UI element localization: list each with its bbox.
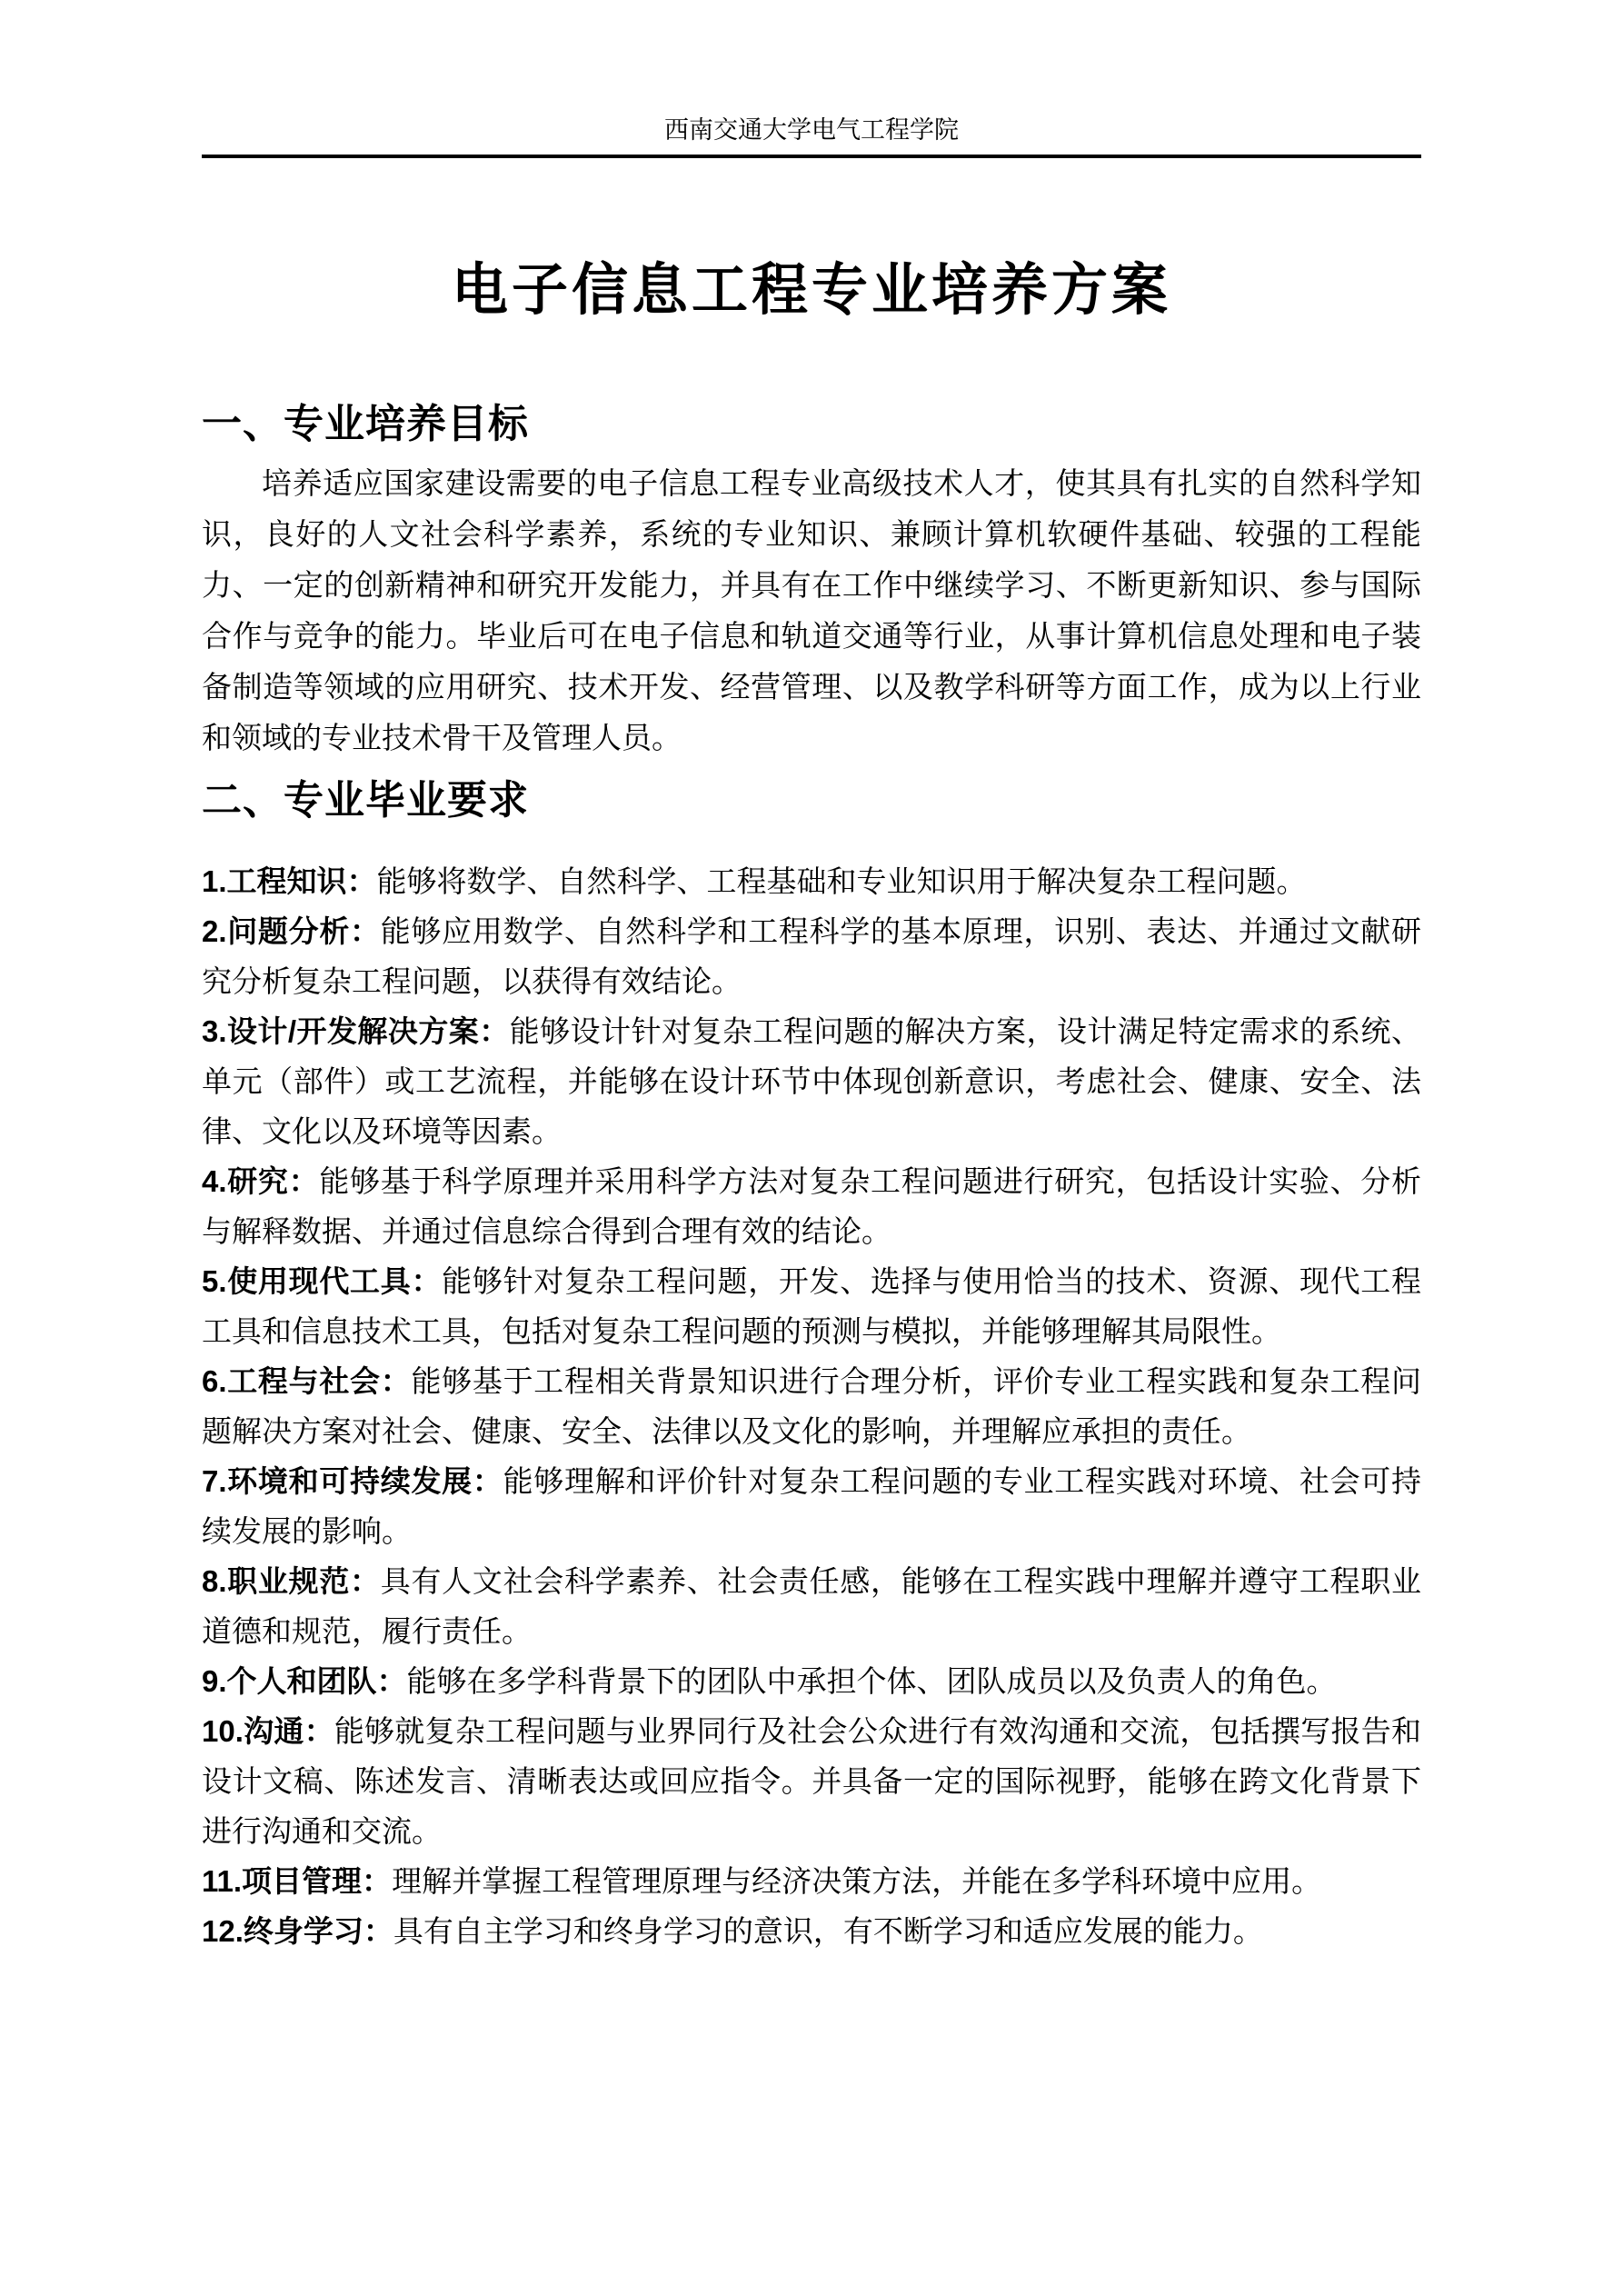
header-text: 西南交通大学电气工程学院 [664,116,959,144]
requirement-label-7: 7.环境和可持续发展： [202,1464,503,1498]
requirement-text-6: 能够基于工程相关背景知识进行合理分析，评价专业工程实践和复杂工程问题解决方案对社会、健康、安全、法律以及文化的影响，并理解应承担的责任。 [202,1364,1421,1448]
requirement-text-7: 能够理解和评价针对复杂工程问题的专业工程实践对环境、社会可持续发展的影响。 [202,1464,1422,1548]
requirement-item-4 [202,1156,1421,1256]
requirement-label-10: 10.沟通： [202,1714,334,1748]
requirement-text-8: 具有人文社会科学素养、社会责任感，能够在工程实践中理解并遵守工程职业道德和规范，履行责任。 [202,1564,1421,1648]
requirement-item-2 [202,906,1421,1006]
requirement-item-6 [202,1356,1421,1456]
requirement-item-8 [202,1556,1421,1656]
requirement-label-5: 5.使用现代工具： [202,1264,443,1298]
requirement-item-7 [202,1456,1421,1556]
requirement-item-5 [202,1256,1421,1356]
requirement-item-12 [202,1906,1421,1956]
requirement-text-4: 能够基于科学原理并采用科学方法对复杂工程问题进行研究，包括设计实验、分析与解释数据、并通过信息综合得到合理有效的结论。 [202,1164,1421,1248]
requirement-text-2: 能够应用数学、自然科学和工程科学的基本原理，识别、表达、并通过文献研究分析复杂工程问题，以获得有效结论。 [202,914,1421,998]
requirement-text-3: 能够设计针对复杂工程问题的解决方案，设计满足特定需求的系统、单元（部件）或工艺流程，并能够在设计环节中体现创新意识，考虑社会、健康、安全、法律、文化以及环境等因素。 [202,1014,1421,1148]
requirement-label-12: 12.终身学习： [202,1914,393,1948]
requirement-item-10 [202,1706,1421,1856]
requirement-text-5: 能够针对复杂工程问题，开发、选择与使用恰当的技术、资源、现代工程工具和信息技术工具，包括对复杂工程问题的预测与模拟，并能够理解其局限性。 [202,1264,1421,1348]
requirement-label-3: 3.设计/开发解决方案： [202,1014,510,1048]
requirement-item-11 [202,1856,1421,1906]
requirement-label-9: 9.个人和团队： [202,1664,407,1698]
requirement-item-9 [202,1656,1421,1706]
section-heading-graduation-requirements: 二、专业毕业要求 [202,778,529,823]
requirement-label-1: 1.工程知识： [202,864,377,898]
requirement-text-10: 能够就复杂工程问题与业界同行及社会公众进行有效沟通和交流，包括撰写报告和设计文稿、陈述发言、清晰表达或回应指令。并具备一定的国际视野，能够在跨文化背景下进行沟通和交流。 [202,1714,1422,1848]
requirement-label-11: 11.项目管理： [202,1864,393,1898]
document-content [202,0,1421,1956]
document-title: 电子信息工程专业培养方案 [451,259,1171,322]
requirement-text-11: 理解并掌握工程管理原理与经济决策方法，并能在多学科环境中应用。 [392,1864,1322,1898]
requirement-item-3 [202,1006,1421,1156]
requirement-label-8: 8.职业规范： [202,1564,381,1598]
requirement-label-6: 6.工程与社会： [202,1364,412,1398]
requirement-item-1 [202,856,1421,906]
requirement-label-2: 2.问题分析： [202,914,381,948]
requirement-text-1: 能够将数学、自然科学、工程基础和专业知识用于解决复杂工程问题。 [376,864,1307,898]
requirement-label-4: 4.研究： [202,1164,320,1198]
graduation-requirements-list [202,856,1421,1956]
section-heading-training-objectives: 一、专业培养目标 [202,402,529,446]
requirement-text-9: 能够在多学科背景下的团队中承担个体、团队成员以及负责人的角色。 [406,1664,1337,1698]
page-header [202,0,1421,158]
requirement-text-12: 具有自主学习和终身学习的意识，有不断学习和适应发展的能力。 [393,1914,1263,1948]
training-objectives-paragraph: 培养适应国家建设需要的电子信息工程专业高级技术人才，使其具有扎实的自然科学知识，良好的人文社会科学素养，系统的专业知识、兼顾计算机软硬件基础、较强的工程能力、一定的创新精神和研究开发能力，并具有在工作中继续学习、不断更新知识、参与国际合作与竞争的能力。毕业后可在电子信息和轨道交通等行业，从事计算机信息处理和电子装备制造等领域的应用研究、技术开发、经营管理、以及教学科研等方面工作，成为以上行业和领域的专业技术骨干及管理人员。 [202,466,1421,754]
